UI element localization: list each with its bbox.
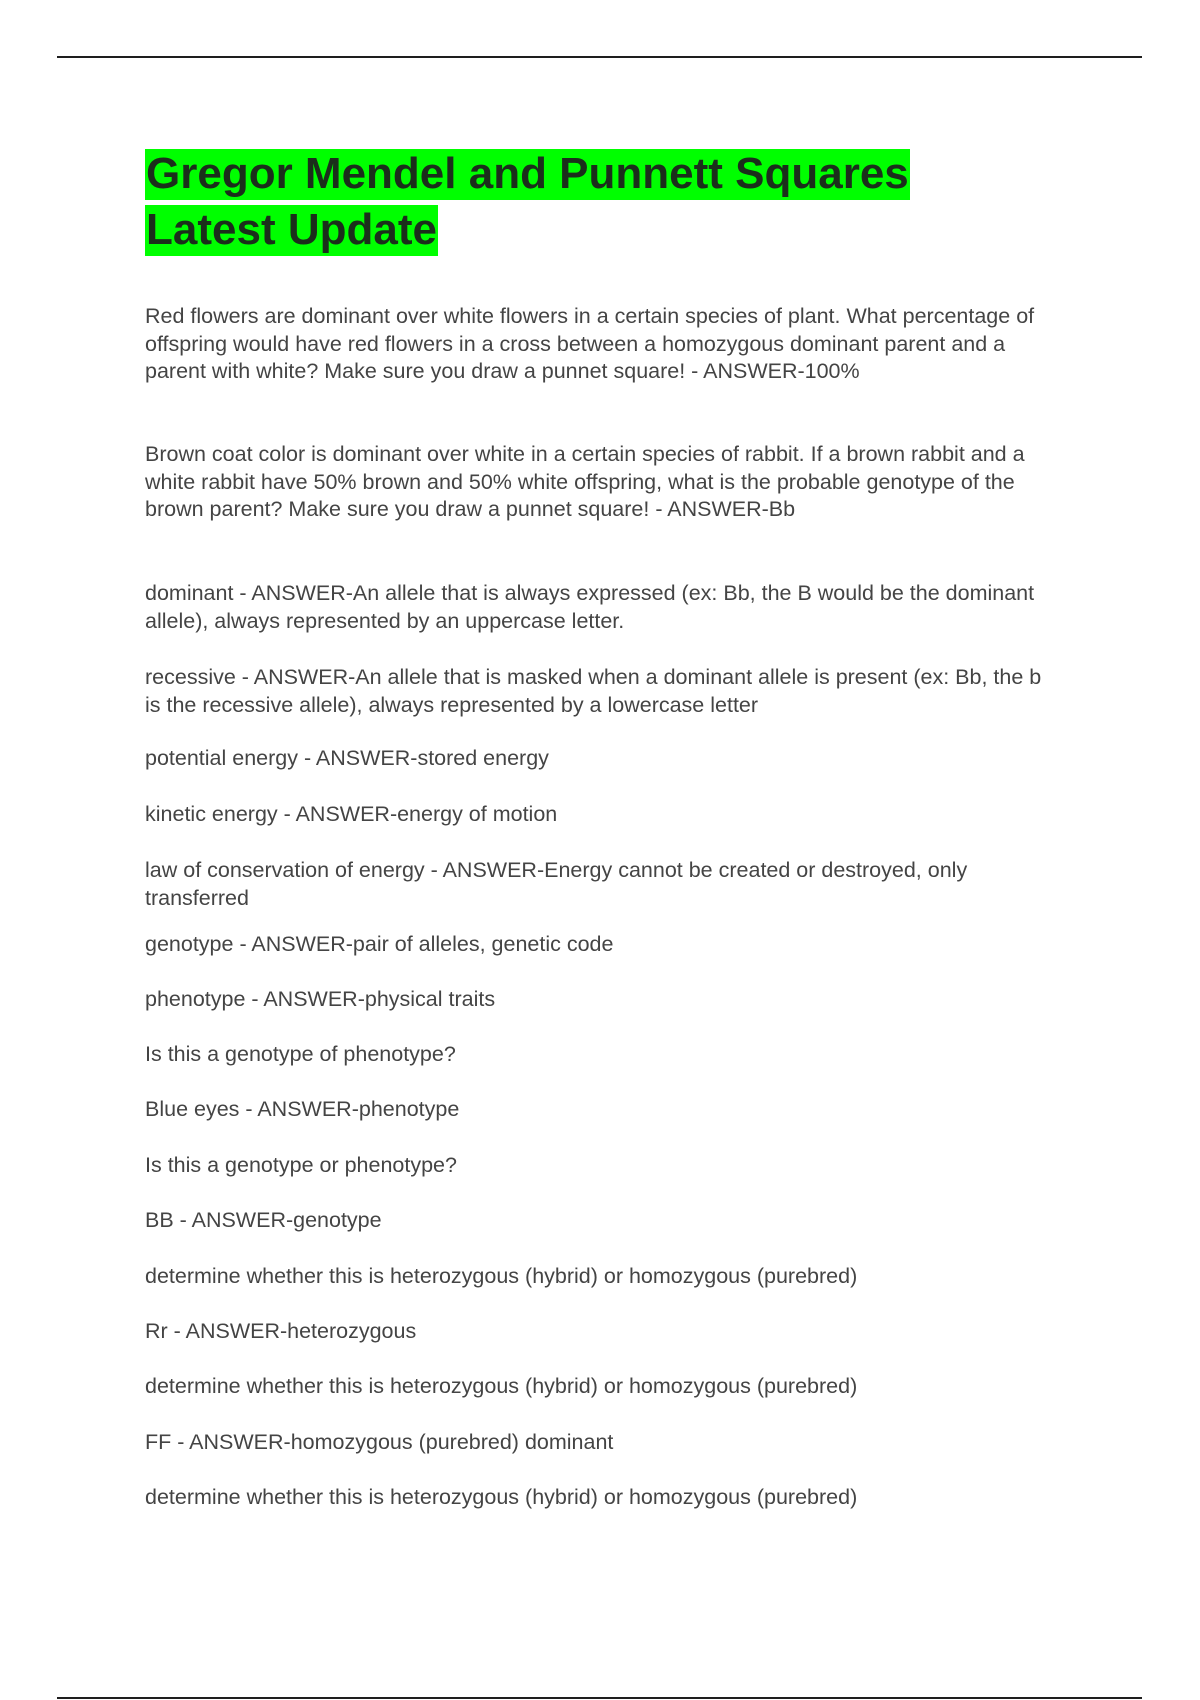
paragraph-ff: FF - ANSWER-homozygous (purebred) dominant: [145, 1430, 614, 1454]
footer-rule: [57, 1697, 1142, 1699]
paragraph-blue-eyes: Blue eyes - ANSWER-phenotype: [145, 1097, 460, 1121]
paragraph-question-genotype-of-phenotype: Is this a genotype of phenotype?: [145, 1042, 456, 1066]
paragraph-question-brown-rabbit: Brown coat color is dominant over white in a certain species of rabbit. If a brown rabbit and a white rabbit have 50% brown and 50% white offspring, what is the probable genotype of the brown parent? Make sure you draw a punnet square! - ANSWER-Bb: [145, 442, 1025, 521]
paragraph-dominant: dominant - ANSWER-An allele that is always expressed (ex: Bb, the B would be the dominant allele), always represented by an uppercase letter.: [145, 581, 1035, 633]
paragraph-conservation-of-energy: law of conservation of energy - ANSWER-Energy cannot be created or destroyed, only transferred: [145, 858, 968, 910]
paragraph-recessive: recessive - ANSWER-An allele that is masked when a dominant allele is present (ex: Bb, the b is the recessive allele), always represented by a lowercase letter: [145, 665, 1042, 717]
header-rule: [57, 56, 1142, 58]
paragraph-genotype: genotype - ANSWER-pair of alleles, genetic code: [145, 932, 614, 956]
paragraph-phenotype: phenotype - ANSWER-physical traits: [145, 987, 496, 1011]
page-title: [145, 146, 1045, 258]
paragraph-kinetic-energy: kinetic energy - ANSWER-energy of motion: [145, 802, 558, 826]
paragraph-potential-energy: potential energy - ANSWER-stored energy: [145, 746, 549, 770]
paragraph-bb: BB - ANSWER-genotype: [145, 1208, 382, 1232]
title-line-1: Gregor Mendel and Punnett Squares: [146, 149, 909, 198]
paragraph-determine-3: determine whether this is heterozygous (hybrid) or homozygous (purebred): [145, 1485, 858, 1509]
paragraph-determine-2: determine whether this is heterozygous (hybrid) or homozygous (purebred): [145, 1374, 858, 1398]
paragraph-question-genotype-or-phenotype: Is this a genotype or phenotype?: [145, 1153, 457, 1177]
title-line-2: Latest Update: [146, 205, 437, 254]
paragraph-rr: Rr - ANSWER-heterozygous: [145, 1319, 417, 1343]
paragraph-determine-1: determine whether this is heterozygous (hybrid) or homozygous (purebred): [145, 1264, 858, 1288]
paragraph-question-red-flowers: Red flowers are dominant over white flowers in a certain species of plant. What percentage of offspring would have red flowers in a cross between a homozygous dominant parent and a parent with white? Make sure you draw a punnet square! - ANSWER-100%: [145, 304, 1035, 383]
